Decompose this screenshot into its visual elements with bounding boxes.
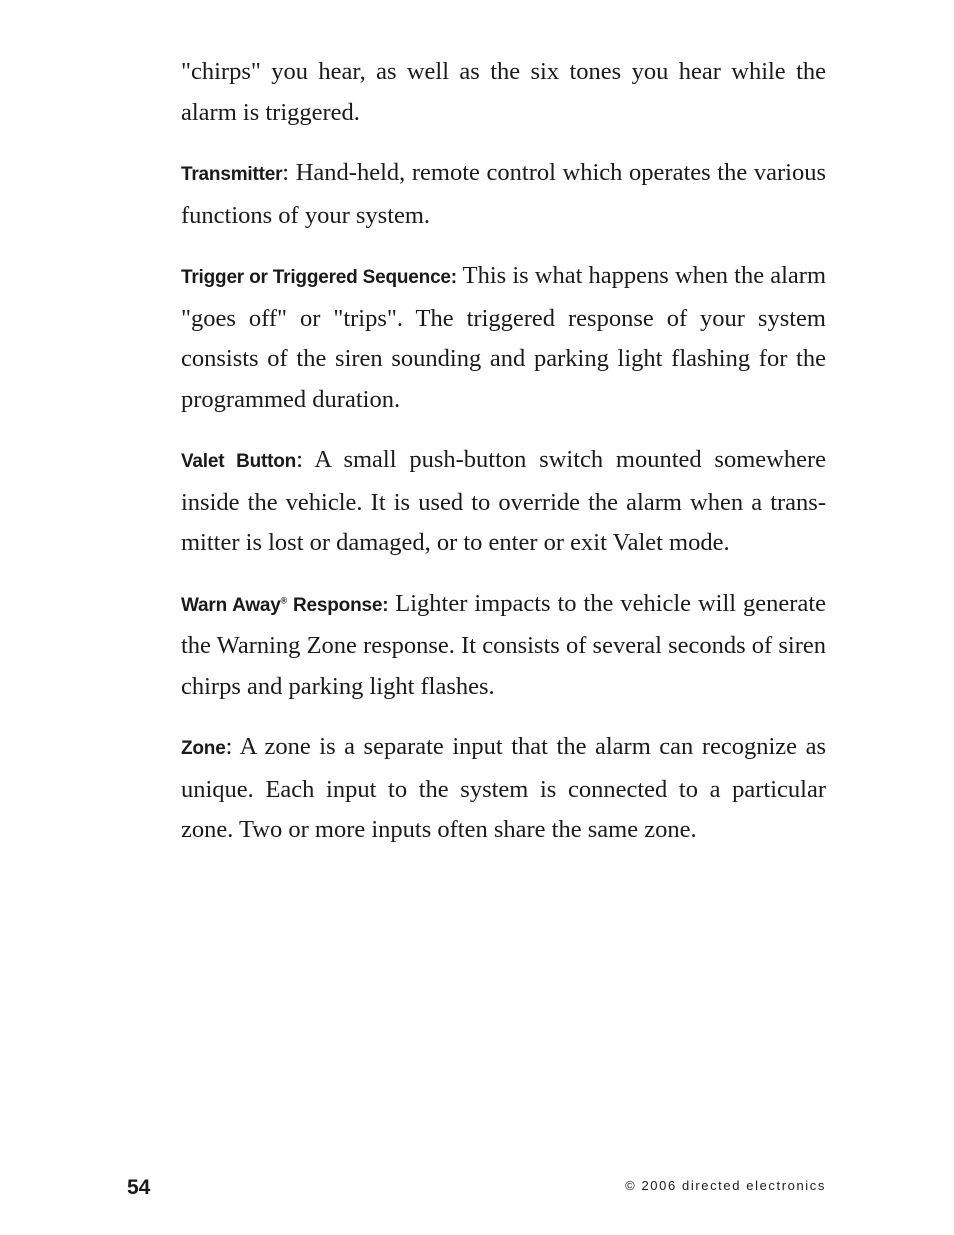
glossary-entry-trigger [181,256,826,420]
glossary-definition: Hand-held, remote control which operates the various functions of your system. [181,159,826,229]
glossary-entry-transmitter [181,153,826,236]
registered-mark: ® [280,595,288,606]
page-number: 54 [127,1176,151,1199]
glossary-term [181,595,388,616]
glossary-term-part: Warn Away [181,594,281,616]
glossary-entry-zone [181,727,826,851]
intro-paragraph [181,52,826,133]
glossary-definition: A zone is a separate input that the alarm can recognize as unique. Each input to the system is connected to a particular zone. Two or more inputs often share the same zone. [181,733,826,843]
term-separator: : [225,733,240,760]
glossary-definition: Lighter impacts to the vehicle will generate the Warning Zone response. It consists of several seconds of siren chirps and parking light flashes. [181,589,827,700]
glossary-definition: A small push-button switch mounted somewhere inside the vehicle. It is used to override the alarm when a trans-mitter is lost or damaged, or to enter or exit Valet mode. [181,446,826,556]
copyright-notice: © 2006 directed electronics [625,1178,826,1193]
term-separator: : [296,446,315,473]
glossary-content [181,52,826,871]
term-separator: : [282,159,296,186]
glossary-entry-valet-button [181,440,826,564]
glossary-term-part: Response: [287,594,389,616]
glossary-term: Transmitter [181,164,283,185]
glossary-entry-warn-away [181,584,826,708]
glossary-term: Zone [181,738,226,759]
glossary-term: Trigger or Triggered Sequence: [181,267,457,288]
glossary-definition: This is what happens when the alarm "goes off" or "trips". The triggered response of your system consists of the siren sounding and parking light flashing for the programmed duration. [181,262,827,413]
intro-text: "chirps" you hear, as well as the six tones you hear while the alarm is triggered. [181,58,826,126]
glossary-term: Valet Button [181,451,297,472]
